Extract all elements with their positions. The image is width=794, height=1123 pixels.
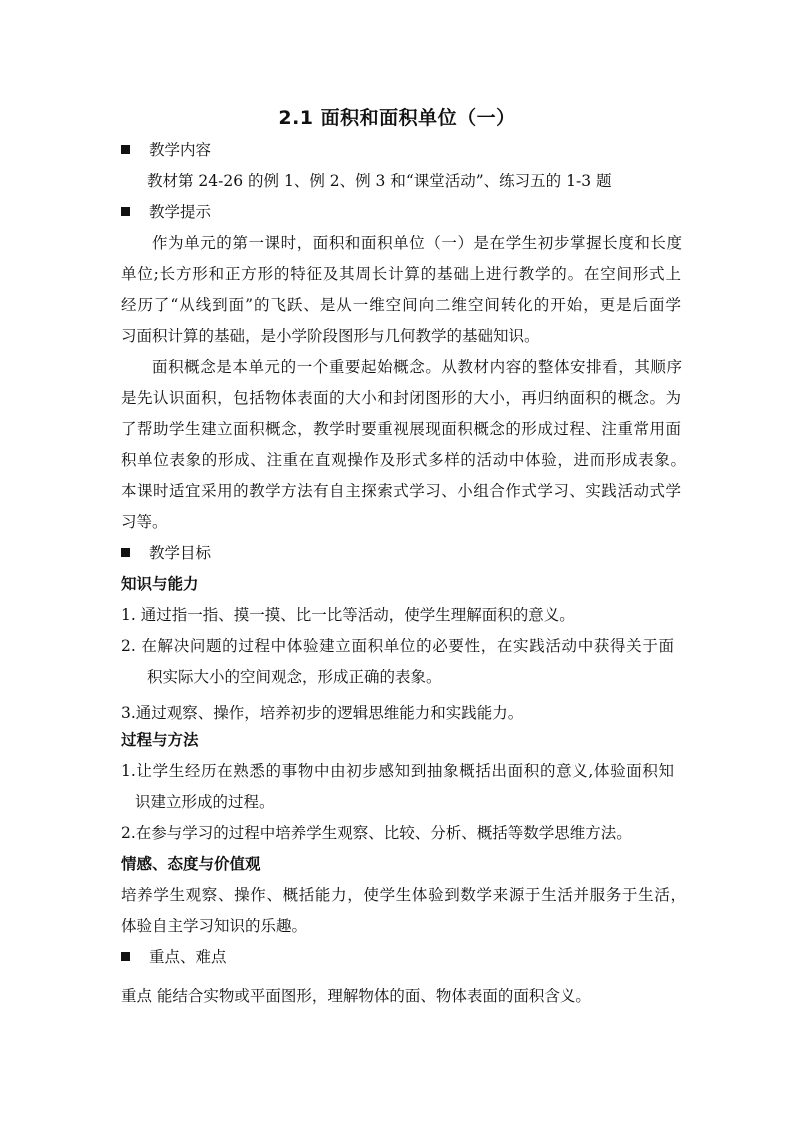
hints-p1-line-3: 经历了“从线到面”的飞跃、是从一维空间向二维空间转化的开始，更是后面学	[121, 296, 681, 314]
square-bullet-icon	[121, 145, 130, 154]
goals-process-heading: 过程与方法	[121, 731, 199, 749]
goals-process-item-2: 2.在参与学习的过程中培养学生观察、比较、分析、概括等数学思维方法。	[121, 824, 632, 842]
hints-p2-line-2: 是先认识面积，包括物体表面的大小和封闭图形的大小，再归纳面积的概念。为	[121, 389, 681, 407]
section-heading-hints: 教学提示	[121, 201, 211, 223]
page-title: 2.1 面积和面积单位（一）	[278, 107, 516, 129]
hints-p2-line-4: 积单位表象的形成、注重在直观操作及形式多样的活动中体验，进而形成表象。	[121, 451, 686, 469]
section-heading-keypoints: 重点、难点	[121, 946, 227, 968]
goals-process-item-1-cont: 识建立形成的过程。	[135, 793, 275, 811]
goals-knowledge-item-3: 3.通过观察、操作，培养初步的逻辑思维能力和实践能力。	[121, 704, 524, 722]
hints-p1-line-1: 作为单元的第一课时，面积和面积单位（一）是在学生初步掌握长度和长度	[152, 234, 682, 252]
square-bullet-icon	[121, 548, 130, 557]
goals-knowledge-heading: 知识与能力	[121, 575, 199, 593]
goals-knowledge-item-2-cont: 积实际大小的空间观念，形成正确的表象。	[147, 668, 442, 686]
goals-knowledge-item-2: 2. 在解决问题的过程中体验建立面积单位的必要性，在实践活动中获得关于面	[121, 637, 674, 655]
hints-p2-line-3: 了帮助学生建立面积概念，教学时要重视展现面积概念的形成过程、注重常用面	[121, 420, 681, 438]
hints-p2-line-5: 本课时适宜采用的教学方法有自主探索式学习、小组合作式学习、实践活动式学	[121, 482, 681, 500]
goals-process-item-1: 1.让学生经历在熟悉的事物中由初步感知到抽象概括出面积的意义,体验面积知	[121, 762, 674, 780]
goals-emotion-heading: 情感、态度与价值观	[121, 855, 261, 873]
section-heading-content: 教学内容	[121, 139, 211, 161]
hints-p2-line-1: 面积概念是本单元的一个重要起始概念。从教材内容的整体安排看，其顺序	[152, 358, 682, 376]
hints-p2-line-6: 习等。	[121, 513, 168, 531]
hints-p1-line-2: 单位;长方形和正方形的特征及其周长计算的基础上进行教学的。在空间形式上	[121, 265, 681, 283]
keypoints-focus: 重点 能结合实物或平面图形，理解物体的面、物体表面的面积含义。	[121, 987, 591, 1005]
goals-knowledge-item-1: 1. 通过指一指、摸一摸、比一比等活动，使学生理解面积的意义。	[121, 606, 575, 624]
goals-emotion-item-1: 培养学生观察、操作、概括能力，使学生体验到数学来源于生活并服务于生活，	[121, 886, 686, 904]
hints-p1-line-4: 习面积计算的基础，是小学阶段图形与几何教学的基础知识。	[121, 327, 540, 345]
goals-emotion-item-2: 体验自主学习知识的乐趣。	[121, 917, 308, 935]
square-bullet-icon	[121, 207, 130, 216]
section-heading-goals: 教学目标	[121, 542, 211, 564]
square-bullet-icon	[121, 952, 130, 961]
content-text: 教材第 24-26 的例 1、例 2、例 3 和“课堂活动”、练习五的 1-3 题	[147, 172, 612, 190]
